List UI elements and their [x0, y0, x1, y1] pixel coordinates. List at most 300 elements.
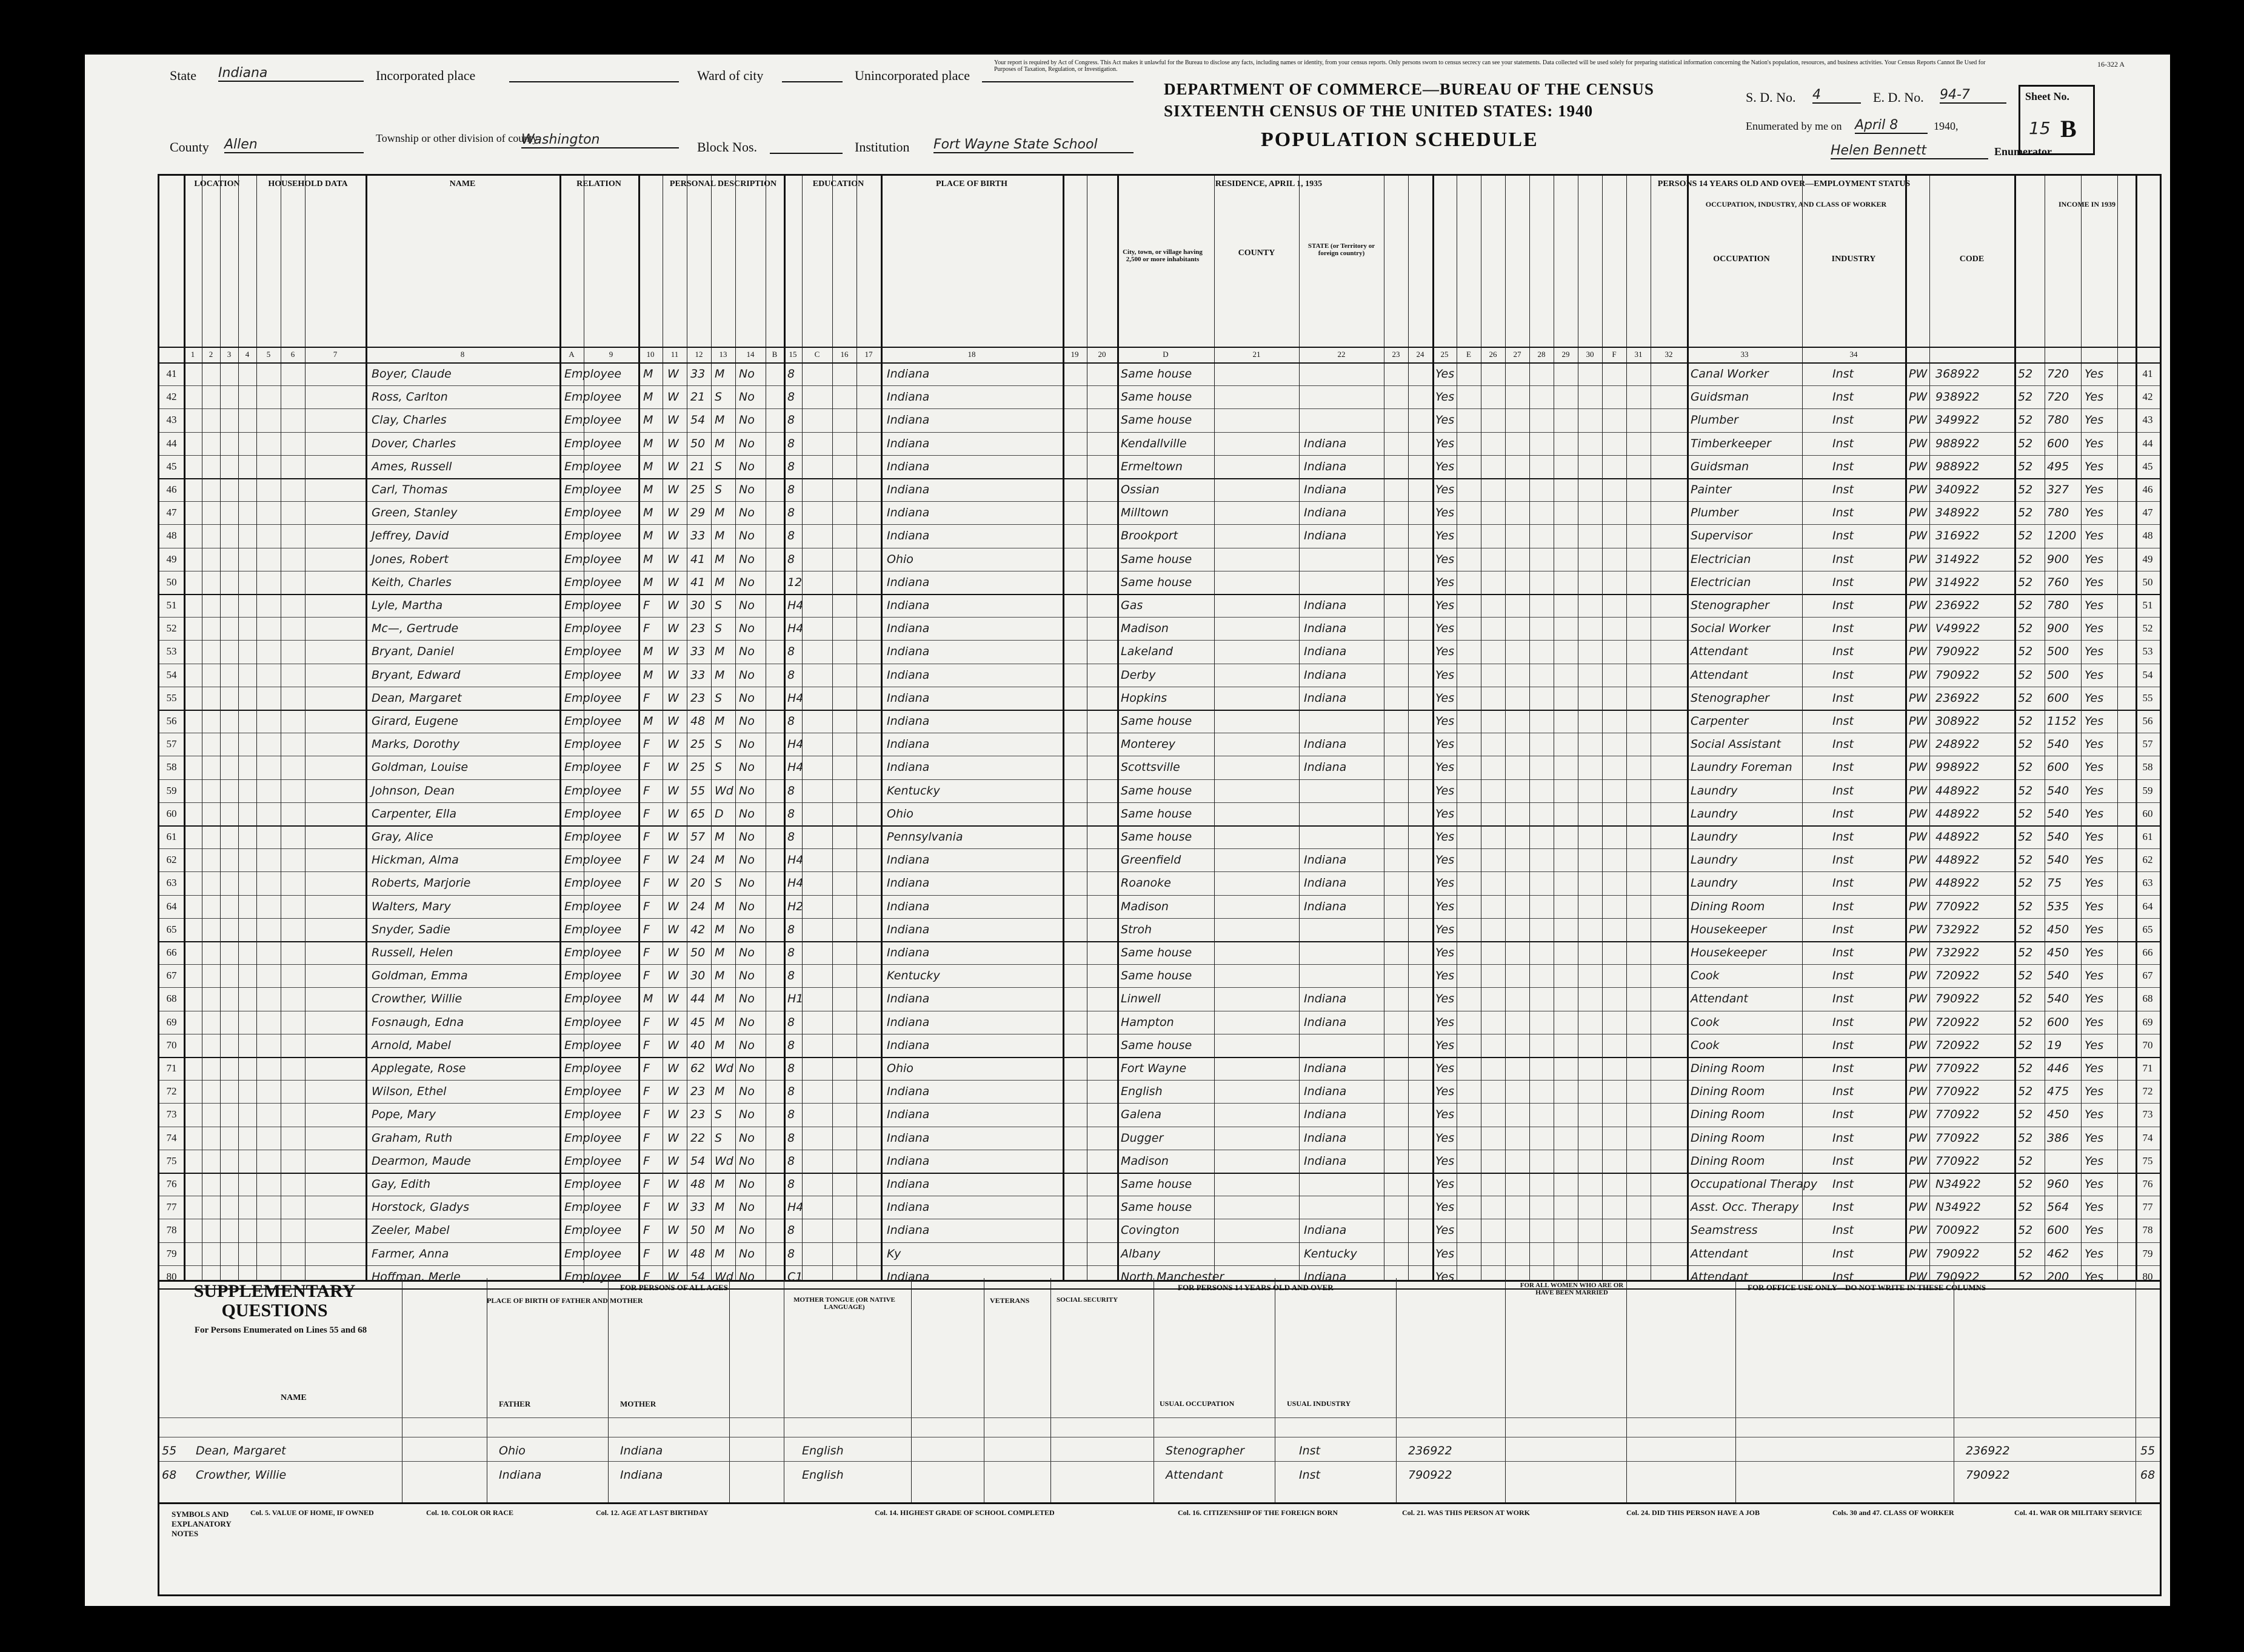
- age: 40: [690, 1038, 706, 1052]
- industry: Inst: [1832, 1247, 1854, 1261]
- person-name: Arnold, Mabel: [372, 1038, 451, 1052]
- industry: Inst: [1832, 1224, 1854, 1237]
- line-number: 53: [166, 645, 177, 658]
- column-divider: [1117, 176, 1119, 1280]
- table-row: [159, 895, 2160, 918]
- birthplace: Indiana: [887, 1131, 930, 1145]
- race: W: [667, 807, 679, 821]
- person-name: Horstock, Gladys: [372, 1201, 470, 1214]
- occupation-code: 340922: [1935, 483, 1980, 496]
- age: 50: [690, 1224, 706, 1237]
- marital-status: S: [715, 876, 723, 890]
- supp-office-code: 236922: [1966, 1444, 2010, 1457]
- age: 23: [690, 691, 706, 705]
- grade-completed: H4: [787, 691, 804, 705]
- col-head-occ: OCCUPATION: [1713, 255, 1770, 264]
- note-col5: Col. 5. VALUE OF HOME, IF OWNED: [250, 1508, 374, 1517]
- column-number: 7: [333, 350, 338, 359]
- grade-completed: 8: [787, 1247, 795, 1261]
- column-divider: [1408, 176, 1409, 1280]
- class-of-worker: PW: [1909, 668, 1928, 682]
- other-income: Yes: [2085, 529, 2104, 543]
- birthplace: Indiana: [887, 1177, 930, 1191]
- table-row: [159, 432, 2160, 455]
- school-attendance: No: [739, 1131, 755, 1145]
- other-income: Yes: [2085, 1062, 2104, 1075]
- at-work: Yes: [1435, 529, 1455, 543]
- column-number: 20: [1098, 350, 1106, 359]
- enumerated-label: Enumerated by me on: [1746, 120, 1842, 132]
- table-row: [159, 710, 2160, 733]
- race: W: [667, 1224, 679, 1237]
- sex: F: [643, 899, 650, 913]
- grade-completed: 8: [787, 390, 795, 404]
- school-attendance: No: [739, 529, 755, 543]
- ed-value: 94-7: [1940, 87, 2006, 104]
- school-attendance: No: [739, 1085, 755, 1099]
- person-name: Hickman, Alma: [372, 853, 459, 867]
- age: 23: [690, 622, 706, 636]
- race: W: [667, 1131, 679, 1145]
- age: 25: [690, 761, 706, 774]
- occupation: Cook: [1691, 1015, 1720, 1029]
- relation: Employee: [564, 483, 622, 496]
- wage-income: 720: [2047, 390, 2069, 404]
- weeks-worked: 52: [2018, 506, 2033, 520]
- occupation: Laundry: [1691, 807, 1738, 821]
- birthplace: Indiana: [887, 645, 930, 659]
- class-of-worker: PW: [1909, 853, 1928, 867]
- supp-usual-industry: Inst: [1299, 1468, 1320, 1482]
- industry: Inst: [1832, 738, 1854, 751]
- supp-over14: FOR PERSONS 14 YEARS OLD AND OVER: [1178, 1283, 1334, 1292]
- school-attendance: No: [739, 1015, 755, 1029]
- marital-status: S: [715, 459, 723, 473]
- relation: Employee: [564, 853, 622, 867]
- race: W: [667, 784, 679, 798]
- school-attendance: No: [739, 691, 755, 705]
- col-head-relation: RELATION: [576, 179, 621, 188]
- weeks-worked: 52: [2018, 992, 2033, 1006]
- residence-city: Monterey: [1121, 738, 1175, 751]
- race: W: [667, 1108, 679, 1122]
- school-attendance: No: [739, 853, 755, 867]
- table-row: [159, 455, 2160, 478]
- occupation: Guidsman: [1691, 459, 1749, 473]
- line-number: 46: [166, 484, 177, 495]
- other-income: Yes: [2085, 899, 2104, 913]
- line-number: 76: [166, 1178, 177, 1190]
- column-divider: [2014, 176, 2016, 1280]
- occupation-code: 349922: [1935, 413, 1980, 427]
- at-work: Yes: [1435, 1270, 1455, 1284]
- department-title: DEPARTMENT OF COMMERCE—BUREAU OF THE CENSUS: [1164, 80, 1654, 98]
- marital-status: M: [715, 1247, 725, 1261]
- weeks-worked: 52: [2018, 1270, 2033, 1284]
- occupation: Laundry: [1691, 853, 1738, 867]
- table-row: [159, 1150, 2160, 1173]
- race: W: [667, 645, 679, 659]
- occupation-code: 236922: [1935, 599, 1980, 612]
- residence-state: Indiana: [1304, 738, 1347, 751]
- occupation: Attendant: [1691, 1247, 1748, 1261]
- marital-status: M: [715, 899, 725, 913]
- other-income: Yes: [2085, 599, 2104, 612]
- occupation: Asst. Occ. Therapy: [1691, 1201, 1799, 1214]
- occupation-code: 314922: [1935, 552, 1980, 566]
- other-income: Yes: [2085, 1085, 2104, 1099]
- column-divider: [1299, 176, 1300, 1280]
- relation: Employee: [564, 599, 622, 612]
- marital-status: Wd: [715, 1062, 733, 1075]
- residence-city: Dugger: [1121, 1131, 1164, 1145]
- relation: Employee: [564, 1270, 622, 1284]
- supp-line-number: 68: [162, 1468, 177, 1482]
- birthplace: Indiana: [887, 1270, 930, 1284]
- industry: Inst: [1832, 506, 1854, 520]
- other-income: Yes: [2085, 830, 2104, 844]
- residence-state: Indiana: [1304, 853, 1347, 867]
- industry: Inst: [1832, 876, 1854, 890]
- line-number: 65: [166, 923, 177, 935]
- line-number: 42: [166, 391, 177, 403]
- sex: M: [643, 529, 653, 543]
- school-attendance: No: [739, 459, 755, 473]
- table-row: [159, 1196, 2160, 1219]
- residence-city: Brookport: [1121, 529, 1178, 543]
- at-work: Yes: [1435, 691, 1455, 705]
- line-number: 66: [166, 947, 177, 958]
- supp-line-number-right: 55: [2140, 1444, 2156, 1457]
- person-name: Gay, Edith: [372, 1177, 431, 1191]
- supp-office-code: 790922: [1966, 1468, 2010, 1482]
- person-name: Dearmon, Maude: [372, 1154, 471, 1168]
- other-income: Yes: [2085, 506, 2104, 520]
- age: 50: [690, 436, 706, 450]
- marital-status: M: [715, 922, 725, 936]
- residence-city: Hampton: [1121, 1015, 1174, 1029]
- wage-income: 200: [2047, 1270, 2069, 1284]
- occupation-code: 998922: [1935, 761, 1980, 774]
- at-work: Yes: [1435, 1085, 1455, 1099]
- residence-city: Same house: [1121, 969, 1192, 983]
- grade-completed: H4: [787, 1201, 804, 1214]
- age: 54: [690, 1154, 706, 1168]
- occupation: Dining Room: [1691, 1085, 1765, 1099]
- industry: Inst: [1832, 691, 1854, 705]
- supp-title: SUPPLEMENTARY QUESTIONS: [193, 1281, 356, 1321]
- block-value: [770, 153, 843, 154]
- wage-income: 540: [2047, 784, 2069, 798]
- sex: M: [643, 506, 653, 520]
- class-of-worker: PW: [1909, 876, 1928, 890]
- occupation: Attendant: [1691, 1270, 1748, 1284]
- birthplace: Indiana: [887, 853, 930, 867]
- column-number: 10: [646, 350, 655, 359]
- state-value: Indiana: [218, 65, 364, 82]
- birthplace: Indiana: [887, 413, 930, 427]
- line-number: 69: [166, 1016, 177, 1028]
- column-number: 18: [967, 350, 976, 359]
- column-number: C: [814, 350, 820, 359]
- line-number: 47: [2142, 507, 2153, 519]
- weeks-worked: 52: [2018, 807, 2033, 821]
- class-of-worker: PW: [1909, 738, 1928, 751]
- industry: Inst: [1832, 1038, 1854, 1052]
- col-head-household: HOUSEHOLD DATA: [268, 179, 348, 188]
- industry: Inst: [1832, 899, 1854, 913]
- occupation-code: 314922: [1935, 575, 1980, 589]
- line-number: 48: [166, 530, 177, 542]
- sex: M: [643, 668, 653, 682]
- occupation-code: 790922: [1935, 645, 1980, 659]
- occupation-code: 236922: [1935, 691, 1980, 705]
- residence-state: Indiana: [1304, 691, 1347, 705]
- class-of-worker: PW: [1909, 1062, 1928, 1075]
- birthplace: Ky: [887, 1247, 901, 1261]
- sex: M: [643, 992, 653, 1006]
- other-income: Yes: [2085, 807, 2104, 821]
- race: W: [667, 1062, 679, 1075]
- class-of-worker: PW: [1909, 830, 1928, 844]
- class-of-worker: PW: [1909, 367, 1928, 381]
- residence-state: Indiana: [1304, 1224, 1347, 1237]
- line-number: 41: [166, 368, 177, 379]
- wage-income: 540: [2047, 738, 2069, 751]
- line-number: 68: [166, 993, 177, 1005]
- supp-mother-tongue: MOTHER TONGUE (OR NATIVE LANGUAGE): [793, 1296, 895, 1311]
- table-row: [159, 733, 2160, 756]
- occupation-code: 770922: [1935, 899, 1980, 913]
- weeks-worked: 52: [2018, 599, 2033, 612]
- at-work: Yes: [1435, 552, 1455, 566]
- class-of-worker: PW: [1909, 506, 1928, 520]
- age: 20: [690, 876, 706, 890]
- residence-city: Roanoke: [1121, 876, 1171, 890]
- sex: F: [643, 784, 650, 798]
- residence-city: Madison: [1121, 622, 1169, 636]
- race: W: [667, 575, 679, 589]
- occupation-code: 308922: [1935, 714, 1980, 728]
- occupation: Dining Room: [1691, 1154, 1765, 1168]
- sex: F: [643, 622, 650, 636]
- supp-name-label: NAME: [281, 1393, 307, 1402]
- sex: F: [643, 1201, 650, 1214]
- line-number: 68: [2142, 993, 2153, 1005]
- relation: Employee: [564, 1108, 622, 1122]
- column-divider: [832, 176, 833, 1280]
- wage-income: 446: [2047, 1062, 2069, 1075]
- other-income: Yes: [2085, 969, 2104, 983]
- class-of-worker: PW: [1909, 1270, 1928, 1284]
- residence-state: Indiana: [1304, 645, 1347, 659]
- table-row: [159, 362, 2160, 385]
- at-work: Yes: [1435, 1038, 1455, 1052]
- person-name: Bryant, Daniel: [372, 645, 454, 659]
- column-number: 14: [746, 350, 755, 359]
- sex: M: [643, 413, 653, 427]
- line-number: 71: [166, 1062, 177, 1074]
- relation: Employee: [564, 1085, 622, 1099]
- note-col24: Col. 24. DID THIS PERSON HAVE A JOB: [1626, 1508, 1760, 1517]
- occupation: Attendant: [1691, 645, 1748, 659]
- weeks-worked: 52: [2018, 529, 2033, 543]
- line-number: 63: [2142, 877, 2153, 889]
- residence-city: Fort Wayne: [1121, 1062, 1187, 1075]
- wage-income: 540: [2047, 830, 2069, 844]
- marital-status: M: [715, 946, 725, 959]
- industry: Inst: [1832, 1201, 1854, 1214]
- table-row: [159, 617, 2160, 640]
- industry: Inst: [1832, 1270, 1854, 1284]
- age: 24: [690, 853, 706, 867]
- wage-income: 600: [2047, 761, 2069, 774]
- weeks-worked: 52: [2018, 899, 2033, 913]
- school-attendance: No: [739, 714, 755, 728]
- column-number: A: [569, 350, 575, 359]
- birthplace: Indiana: [887, 367, 930, 381]
- line-number: 78: [2142, 1224, 2153, 1236]
- line-number: 67: [2142, 970, 2153, 982]
- sex: F: [643, 1270, 650, 1284]
- class-of-worker: PW: [1909, 1085, 1928, 1099]
- residence-city: Same house: [1121, 946, 1192, 959]
- col-head-state: STATE (or Territory or foreign country): [1307, 242, 1375, 257]
- other-income: Yes: [2085, 691, 2104, 705]
- column-number: 31: [1634, 350, 1643, 359]
- column-divider: [1505, 176, 1506, 1280]
- marital-status: S: [715, 1108, 723, 1122]
- column-number: 17: [864, 350, 873, 359]
- person-name: Crowther, Willie: [372, 992, 462, 1006]
- column-divider: [559, 176, 561, 1280]
- supp-row: [159, 1441, 2160, 1464]
- township-label: Township or other division of county: [376, 132, 538, 144]
- industry: Inst: [1832, 552, 1854, 566]
- occupation: Laundry Foreman: [1691, 761, 1792, 774]
- class-of-worker: PW: [1909, 1015, 1928, 1029]
- sex: F: [643, 738, 650, 751]
- supp-mother-tongue: English: [802, 1468, 844, 1482]
- person-name: Zeeler, Mabel: [372, 1224, 450, 1237]
- race: W: [667, 899, 679, 913]
- marital-status: M: [715, 969, 725, 983]
- age: 21: [690, 459, 706, 473]
- column-number: F: [1612, 350, 1617, 359]
- line-number: 67: [166, 970, 177, 982]
- sex: F: [643, 876, 650, 890]
- line-number: 42: [2142, 391, 2153, 403]
- at-work: Yes: [1435, 413, 1455, 427]
- residence-state: Indiana: [1304, 622, 1347, 636]
- residence-state: Indiana: [1304, 761, 1347, 774]
- occupation-code: 770922: [1935, 1108, 1980, 1122]
- at-work: Yes: [1435, 645, 1455, 659]
- grade-completed: 12: [787, 575, 803, 589]
- line-number: 70: [166, 1039, 177, 1051]
- column-number: 34: [1849, 350, 1858, 359]
- birthplace: Indiana: [887, 575, 930, 589]
- age: 33: [690, 529, 706, 543]
- sex: F: [643, 761, 650, 774]
- residence-city: Same house: [1121, 575, 1192, 589]
- relation: Employee: [564, 529, 622, 543]
- other-income: Yes: [2085, 784, 2104, 798]
- supp-usual-occupation: Attendant: [1166, 1468, 1223, 1482]
- line-number: 64: [2142, 900, 2153, 912]
- weeks-worked: 52: [2018, 390, 2033, 404]
- birthplace: Indiana: [887, 1108, 930, 1122]
- column-number: 22: [1337, 350, 1346, 359]
- occupation-code: 790922: [1935, 992, 1980, 1006]
- enumerator-label: Enumerator.: [1994, 145, 2054, 158]
- industry: Inst: [1832, 1085, 1854, 1099]
- sex: F: [643, 1062, 650, 1075]
- residence-state: Indiana: [1304, 1270, 1347, 1284]
- age: 62: [690, 1062, 706, 1075]
- school-attendance: No: [739, 922, 755, 936]
- column-number: 3: [227, 350, 232, 359]
- relation: Employee: [564, 459, 622, 473]
- grade-completed: 8: [787, 506, 795, 520]
- line-number: 76: [2142, 1178, 2153, 1190]
- residence-state: Indiana: [1304, 1108, 1347, 1122]
- occupation: Plumber: [1691, 506, 1738, 520]
- person-name: Lyle, Martha: [372, 599, 443, 612]
- race: W: [667, 969, 679, 983]
- race: W: [667, 992, 679, 1006]
- age: 54: [690, 413, 706, 427]
- column-number: 27: [1513, 350, 1521, 359]
- wage-income: 540: [2047, 807, 2069, 821]
- person-name: Green, Stanley: [372, 506, 458, 520]
- marital-status: M: [715, 367, 725, 381]
- birthplace: Ohio: [887, 807, 913, 821]
- occupation: Social Worker: [1691, 622, 1771, 636]
- residence-state: Indiana: [1304, 1131, 1347, 1145]
- age: 33: [690, 645, 706, 659]
- wage-income: 540: [2047, 969, 2069, 983]
- age: 55: [690, 784, 706, 798]
- race: W: [667, 529, 679, 543]
- line-number: 43: [166, 414, 177, 426]
- residence-city: Gas: [1121, 599, 1143, 612]
- race: W: [667, 830, 679, 844]
- line-number: 74: [2142, 1131, 2153, 1144]
- occupation: Painter: [1691, 483, 1732, 496]
- school-attendance: No: [739, 622, 755, 636]
- column-number: 21: [1252, 350, 1261, 359]
- at-work: Yes: [1435, 1015, 1455, 1029]
- sex: F: [643, 1177, 650, 1191]
- person-name: Bryant, Edward: [372, 668, 461, 682]
- supp-name: Crowther, Willie: [196, 1468, 287, 1482]
- occupation: Laundry: [1691, 830, 1738, 844]
- supp-office: FOR OFFICE USE ONLY—DO NOT WRITE IN THESE COLUMNS: [1748, 1283, 1986, 1292]
- line-number: 56: [2142, 715, 2153, 727]
- block-label: Block Nos.: [697, 139, 757, 155]
- marital-status: M: [715, 1038, 725, 1052]
- other-income: Yes: [2085, 1015, 2104, 1029]
- table-row: [159, 1103, 2160, 1126]
- line-number: 47: [166, 507, 177, 519]
- industry: Inst: [1832, 761, 1854, 774]
- sex: F: [643, 1085, 650, 1099]
- age: 48: [690, 714, 706, 728]
- relation: Employee: [564, 761, 622, 774]
- residence-city: Lakeland: [1121, 645, 1173, 659]
- unincorporated-value: [982, 81, 1134, 82]
